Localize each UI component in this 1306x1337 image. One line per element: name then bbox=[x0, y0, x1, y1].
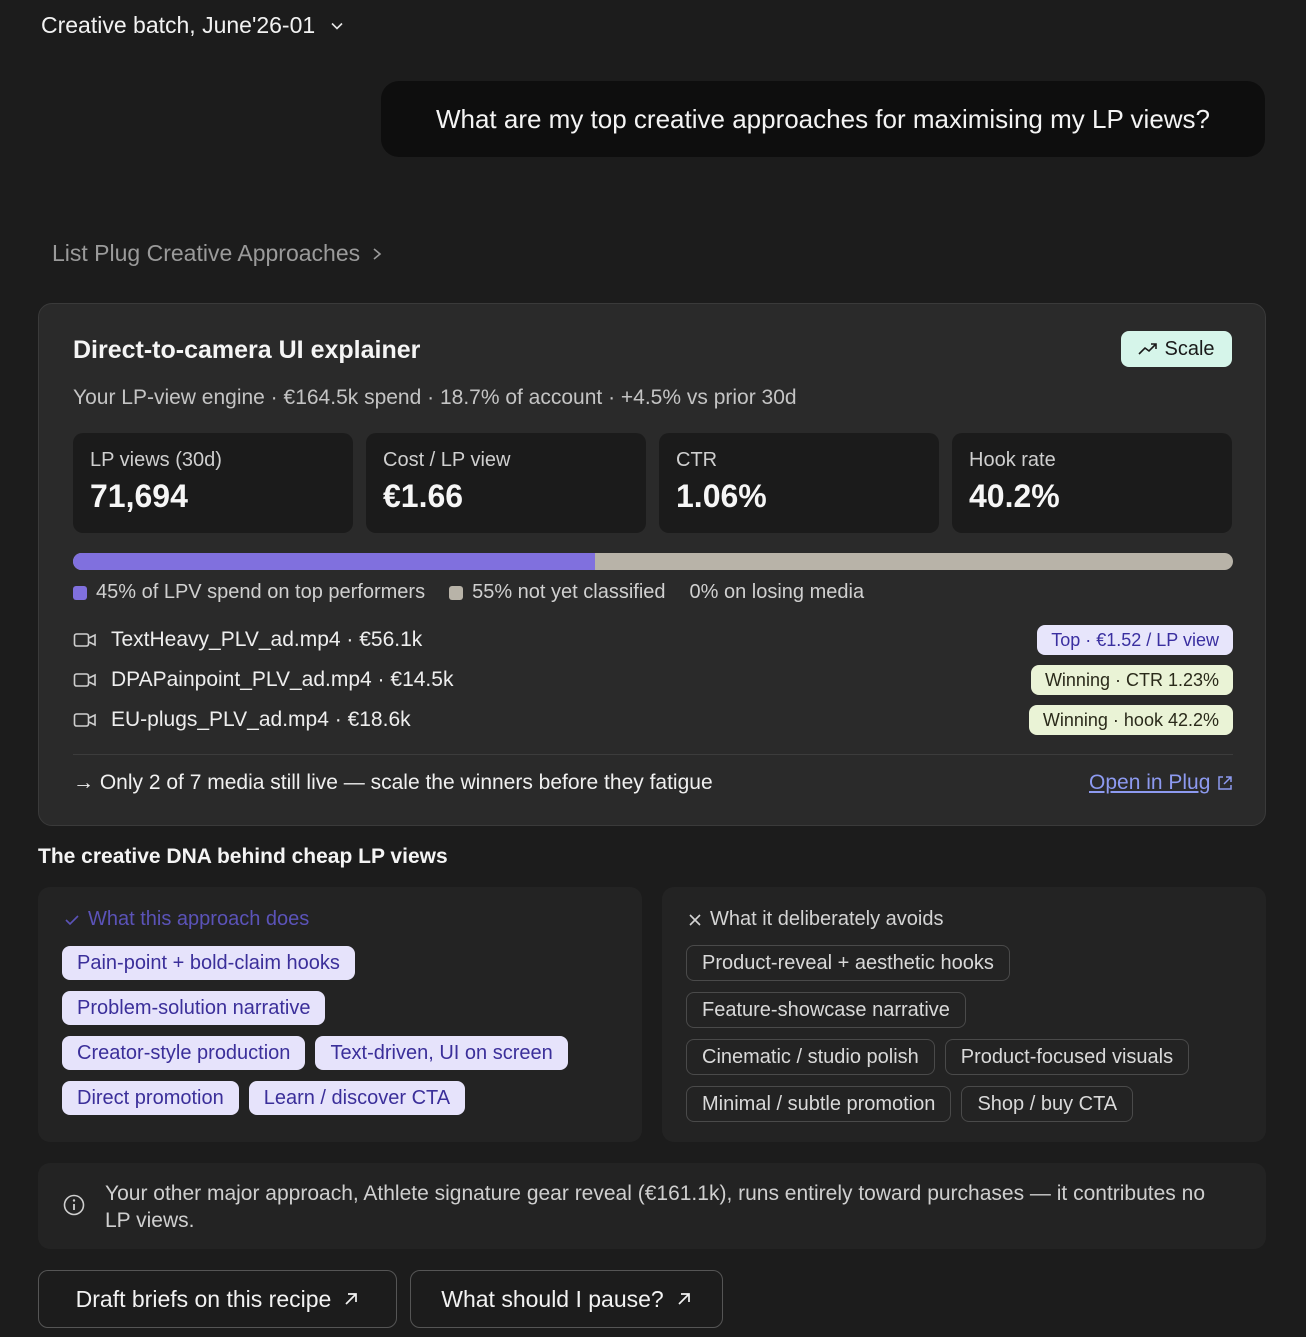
avoid-chip: Product-reveal + aesthetic hooks bbox=[686, 945, 1010, 981]
trait-chip: Text-driven, UI on screen bbox=[315, 1036, 567, 1070]
legend-text: 55% not yet classified bbox=[472, 581, 666, 603]
chip-row bbox=[686, 992, 966, 1028]
approach-does-panel bbox=[38, 887, 642, 1142]
stat-value: 71,694 bbox=[90, 478, 188, 514]
chip-row bbox=[62, 946, 355, 980]
approach-subtitle: Your LP-view engine · €164.5k spend · 18.7% of account · +4.5% vs prior 30d bbox=[73, 386, 797, 409]
arrow-up-right-icon bbox=[676, 1291, 692, 1307]
legend-unclassified bbox=[449, 581, 665, 604]
dna-heading: The creative DNA behind cheap LP views bbox=[38, 845, 448, 868]
stat-label: Cost / LP view bbox=[383, 449, 511, 471]
legend-top-performers bbox=[73, 581, 425, 604]
chevron-down-icon bbox=[331, 20, 343, 32]
card-insight: → Only 2 of 7 media still live — scale the winners before they fatigue bbox=[73, 771, 713, 794]
spend-split-bar bbox=[73, 553, 1233, 570]
avoid-chip: Minimal / subtle promotion bbox=[686, 1086, 951, 1122]
stat-value: 40.2% bbox=[969, 478, 1060, 514]
stat-lp-views bbox=[73, 433, 353, 533]
media-row[interactable] bbox=[73, 665, 1233, 695]
info-note-text: Your other major approach, Athlete signature gear reveal (€161.1k), runs entirely toward purchases — it contributes no LP views. bbox=[105, 1182, 1205, 1232]
avoid-chip: Cinematic / studio polish bbox=[686, 1039, 935, 1075]
avoid-chip: Product-focused visuals bbox=[945, 1039, 1189, 1075]
media-row[interactable] bbox=[73, 625, 1233, 655]
does-heading bbox=[64, 908, 309, 931]
trait-chip: Problem-solution narrative bbox=[62, 991, 325, 1025]
stat-label: Hook rate bbox=[969, 449, 1056, 471]
info-icon bbox=[63, 1194, 85, 1216]
spend-split-legend bbox=[73, 581, 888, 604]
what-to-pause-button[interactable] bbox=[410, 1270, 723, 1328]
chip-row bbox=[686, 945, 1010, 981]
scale-badge bbox=[1121, 331, 1232, 367]
avoid-chip: Feature-showcase narrative bbox=[686, 992, 966, 1028]
does-heading-text: What this approach does bbox=[88, 908, 310, 930]
check-icon bbox=[64, 913, 80, 927]
video-icon bbox=[73, 671, 97, 689]
card-divider bbox=[73, 754, 1233, 755]
stat-label: CTR bbox=[676, 449, 718, 471]
media-name: TextHeavy_PLV_ad.mp4 · €56.1k bbox=[111, 628, 423, 651]
open-in-plug-label: Open in Plug bbox=[1089, 771, 1211, 794]
trend-up-icon bbox=[1138, 342, 1158, 356]
chip-row bbox=[686, 1086, 1133, 1122]
conversation-title[interactable] bbox=[41, 12, 343, 39]
stat-hook-rate bbox=[952, 433, 1232, 533]
close-icon bbox=[688, 913, 702, 927]
chip-row bbox=[62, 1081, 465, 1115]
avoids-heading-text: What it deliberately avoids bbox=[710, 908, 944, 930]
chevron-right-icon bbox=[372, 247, 382, 261]
legend-text: 45% of LPV spend on top performers bbox=[96, 581, 426, 603]
trait-chip: Pain-point + bold-claim hooks bbox=[62, 946, 355, 980]
approach-title: Direct-to-camera UI explainer bbox=[73, 336, 421, 364]
trait-chip: Learn / discover CTA bbox=[249, 1081, 465, 1115]
stat-label: LP views (30d) bbox=[90, 449, 222, 471]
conversation-title-text: Creative batch, June'26-01 bbox=[41, 12, 316, 38]
avoid-chip: Shop / buy CTA bbox=[961, 1086, 1133, 1122]
avoids-heading bbox=[688, 908, 943, 931]
tool-call-label: List Plug Creative Approaches bbox=[52, 240, 361, 266]
tool-call-toggle[interactable] bbox=[52, 240, 382, 267]
media-name: DPAPainpoint_PLV_ad.mp4 · €14.5k bbox=[111, 668, 454, 691]
what-to-pause-label: What should I pause? bbox=[441, 1285, 664, 1312]
user-message bbox=[381, 81, 1265, 157]
chip-row bbox=[62, 991, 325, 1025]
trait-chip: Creator-style production bbox=[62, 1036, 305, 1070]
media-status-badge: Top · €1.52 / LP view bbox=[1037, 625, 1233, 655]
legend-text: 0% on losing media bbox=[689, 581, 865, 603]
chip-row bbox=[62, 1036, 568, 1070]
user-message-text: What are my top creative approaches for maximising my LP views? bbox=[435, 103, 1211, 134]
draft-briefs-label: Draft briefs on this recipe bbox=[75, 1285, 332, 1312]
approach-avoids-panel bbox=[662, 887, 1266, 1142]
media-status-badge: Winning · CTR 1.23% bbox=[1031, 665, 1233, 695]
video-icon bbox=[73, 631, 97, 649]
legend-losing bbox=[690, 581, 865, 604]
legend-swatch bbox=[449, 586, 463, 600]
scale-badge-label: Scale bbox=[1164, 337, 1215, 360]
arrow-up-right-icon bbox=[343, 1291, 359, 1307]
chip-row bbox=[686, 1039, 1189, 1075]
media-name: EU-plugs_PLV_ad.mp4 · €18.6k bbox=[111, 708, 411, 731]
video-icon bbox=[73, 711, 97, 729]
legend-swatch bbox=[73, 586, 87, 600]
media-row[interactable] bbox=[73, 705, 1233, 735]
open-in-plug-link[interactable] bbox=[1089, 771, 1234, 795]
stat-ctr bbox=[659, 433, 939, 533]
stat-value: €1.66 bbox=[383, 478, 464, 514]
stat-cost-per-lp-view bbox=[366, 433, 646, 533]
trait-chip: Direct promotion bbox=[62, 1081, 239, 1115]
spend-split-top-fill bbox=[73, 553, 595, 570]
stat-value: 1.06% bbox=[676, 478, 767, 514]
media-status-badge: Winning · hook 42.2% bbox=[1029, 705, 1233, 735]
info-note bbox=[38, 1163, 1266, 1249]
external-link-icon bbox=[1216, 774, 1234, 792]
approach-card bbox=[38, 303, 1266, 826]
draft-briefs-button[interactable] bbox=[38, 1270, 397, 1328]
